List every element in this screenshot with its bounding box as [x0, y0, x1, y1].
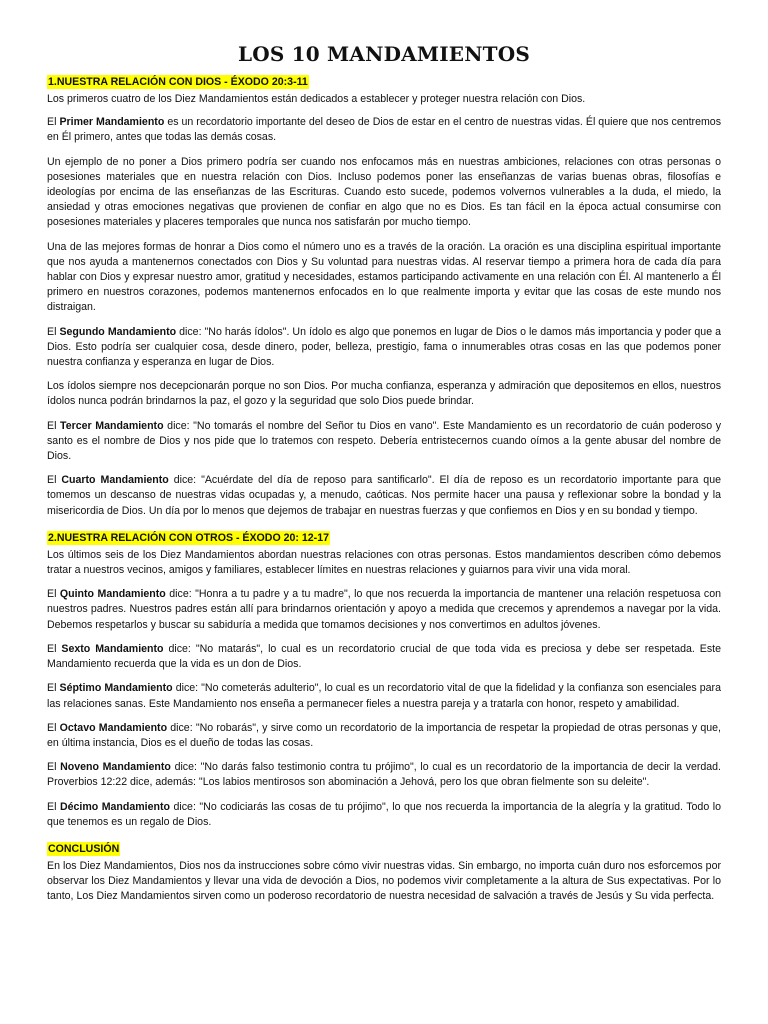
- article: El: [47, 588, 57, 601]
- paragraph-tenth-commandment: [47, 800, 721, 830]
- commandment-name: Octavo Mandamiento: [59, 721, 168, 734]
- article: El: [47, 474, 57, 487]
- article: El: [47, 800, 57, 813]
- section-2: [47, 528, 721, 830]
- paragraph-text: dice: "No robarás", y sirve como un recordatorio de la importancia de respetar la propiedad de otras personas y que, en última instancia, Dios es el dueño de todas las cosas.: [47, 721, 721, 749]
- paragraph: Los ídolos siempre nos decepcionarán porque no son Dios. Por mucha confianza, esperanza y admiración que depositemos en ellos, nuestros ídolos nunca podrán brindarnos la paz, el gozo y la seguridad que solo Dios puede brindar.: [47, 380, 721, 408]
- paragraph-text: dice: "No tomarás el nombre del Señor tu Dios en vano". Este Mandamiento es un recordatorio de cuán poderoso y santo es el nombre de Dios y nos pide que lo tratemos con respeto. Debería entristecernos cuando oímos a la gente abusar del nombre de Dios.: [47, 419, 721, 463]
- paragraph-first-commandment: [47, 115, 721, 145]
- paragraph-text: dice: "No harás ídolos". Un ídolo es algo que ponemos en lugar de Dios o le damos más importancia y poder que a Dios. Esto podría ser cualquier cosa, desde dinero, poder, belleza, prestigio, fama o innumerables otras cosas en las que podemos poner nuestra confianza y esperanza en lugar de Dios.: [47, 325, 722, 369]
- paragraph-seventh-commandment: [47, 681, 721, 711]
- page-title: LOS 10 MANDAMIENTOS: [237, 42, 531, 66]
- paragraph-text: dice: "No matarás", lo cual es un recordatorio crucial de que toda vida es preciosa y debe ser respetada. Este Mandamiento recuerda que la vida es un don de Dios.: [47, 642, 722, 671]
- paragraph-text: dice: "No codiciarás las cosas de tu prójimo", lo que nos recuerda la importancia de la alegría y la gratitud. Todo lo que tenemos es un regalo de Dios.: [47, 800, 721, 828]
- commandment-name: Séptimo Mandamiento: [59, 682, 173, 695]
- commandment-name: Sexto Mandamiento: [61, 642, 164, 655]
- section-1-heading: 1.NUESTRA RELACIÓN CON DIOS - ÉXODO 20:3-11: [48, 76, 308, 88]
- paragraph-third-commandment: [47, 419, 721, 465]
- conclusion-section: [47, 839, 721, 905]
- paragraph-fifth-commandment: [47, 587, 721, 633]
- section-1: [47, 72, 721, 519]
- commandment-name: Noveno Mandamiento: [60, 761, 171, 774]
- paragraph-second-commandment: [47, 325, 721, 371]
- commandment-name: Cuarto Mandamiento: [61, 474, 169, 487]
- commandment-name: Quinto Mandamiento: [59, 588, 166, 601]
- paragraph-eighth-commandment: [47, 721, 721, 751]
- commandment-name: Primer Mandamiento: [59, 116, 165, 129]
- article: El: [47, 419, 57, 432]
- section-2-heading: 2.NUESTRA RELACIÓN CON OTROS - ÉXODO 20: 12-17: [48, 531, 329, 544]
- article: El: [47, 325, 57, 338]
- paragraph-text: dice: "Acuérdate del día de reposo para santificarlo". El día de reposo es un recordatorio importante para que tomemos un descanso de nuestras vidas ocupadas y, a menudo, caóticas. Nos permite hacer una pausa y reflexionar sobre la bondad y la misericordia de Dios. Un día por lo menos que dejemos de trabajar en nuestras fuerzas y que confiemos en Dios y en su bondad y tiempo.: [47, 474, 721, 517]
- paragraph-fourth-commandment: [47, 473, 721, 519]
- commandment-name: Décimo Mandamiento: [59, 800, 170, 813]
- article: El: [47, 682, 57, 695]
- section-2-intro: Los últimos seis de los Diez Mandamientos abordan nuestras relaciones con otras personas. Estos mandamientos describen cómo debemos tratar a nuestros vecinos, amigos y familiares, establecer límites en nuestras relaciones y guiarnos para vivir una vida moral.: [47, 548, 721, 577]
- article: El: [47, 761, 57, 774]
- paragraph-text: dice: "No darás falso testimonio contra tu prójimo", lo cual es un recordatorio de la importancia de decir la verdad. Proverbios 12:22 dice, además: "Los labios mentirosos son abominación a Jehová, pero los que obran fielmente son su deleite".: [47, 761, 721, 789]
- article: El: [47, 642, 57, 655]
- paragraph-ninth-commandment: [47, 760, 721, 790]
- article: El: [47, 721, 57, 734]
- paragraph: Un ejemplo de no poner a Dios primero podría ser cuando nos enfocamos más en nuestras ambiciones, relaciones con otras personas o posesiones materiales que en nuestra relación con Dios. Incluso podemos poner las enseñanzas de varias buenas obras, filosofías e ideologías por encima de las enseñanzas de las Escrituras. Cuando esto sucede, podemos volvernos vulnerables a la duda, el miedo, la ansiedad y otras emociones negativas que provienen de confiar en algo que no es Dios. Es tan fácil en la época actual consumirse con posesiones materiales y placeres temporales que nunca nos satisfarán por mucho tiempo.: [47, 155, 721, 229]
- commandment-name: Tercer Mandamiento: [60, 419, 164, 432]
- section-1-intro: Los primeros cuatro de los Diez Mandamientos están dedicados a establecer y proteger nuestra relación con Dios.: [47, 93, 586, 105]
- commandment-name: Segundo Mandamiento: [59, 325, 177, 338]
- paragraph: Una de las mejores formas de honrar a Dios como el número uno es a través de la oración. La oración es una disciplina espiritual importante que nos ayuda a mantenernos conectados con Dios y Su voluntad para nuestras vidas. Al reservar tiempo a primera hora de cada día para hablar con Dios y expresar nuestro amor, gratitud y necesidades, estamos participando activamente en una relación con Él. Al mantenerlo a Él primero en nuestros corazones, podemos mantenernos enfocados en lo que realmente importa y evitar que las cosas de este mundo nos distraigan.: [47, 240, 721, 314]
- conclusion-heading: CONCLUSIÓN: [48, 842, 120, 855]
- paragraph-text: dice: "No cometerás adulterio", lo cual es un recordatorio vital de que la fidelidad y la confianza son esenciales para las relaciones sanas. Este Mandamiento nos enseña a permanecer fieles a nuestra pareja y a tratarla con honor, respeto y amabilidad.: [47, 682, 721, 710]
- article: El: [47, 116, 57, 129]
- paragraph-text: es un recordatorio importante del deseo de Dios de estar en el centro de nuestras vidas. Él quiere que nos centremos en Él primero, antes que todas las demás cosas.: [47, 116, 721, 144]
- paragraph-sixth-commandment: [47, 642, 721, 672]
- paragraph-text: dice: "Honra a tu padre y a tu madre", lo que nos recuerda la importancia de mantener una relación respetuosa con nuestros padres. Nuestros padres están allí para brindarnos orientación y apoyo a medida que crecemos y aprendemos a navegar por la vida. Debemos respetarlos y buscar su sabiduría a medida que tomamos decisiones y nos convertimos en adultos jóvenes.: [47, 588, 722, 631]
- conclusion-text: En los Diez Mandamientos, Dios nos da instrucciones sobre cómo vivir nuestras vidas. Sin embargo, no importa cuán duro nos esforcemos por observar los Diez Mandamientos y llevar una vida de devoción a Dios, no podemos vivir completamente a la altura de Sus expectativas. Por lo tanto, Los Diez Mandamientos sirven como un poderoso recordatorio de nuestra necesidad de salvación a través de Jesús y Su vida perfecta.: [47, 859, 721, 903]
